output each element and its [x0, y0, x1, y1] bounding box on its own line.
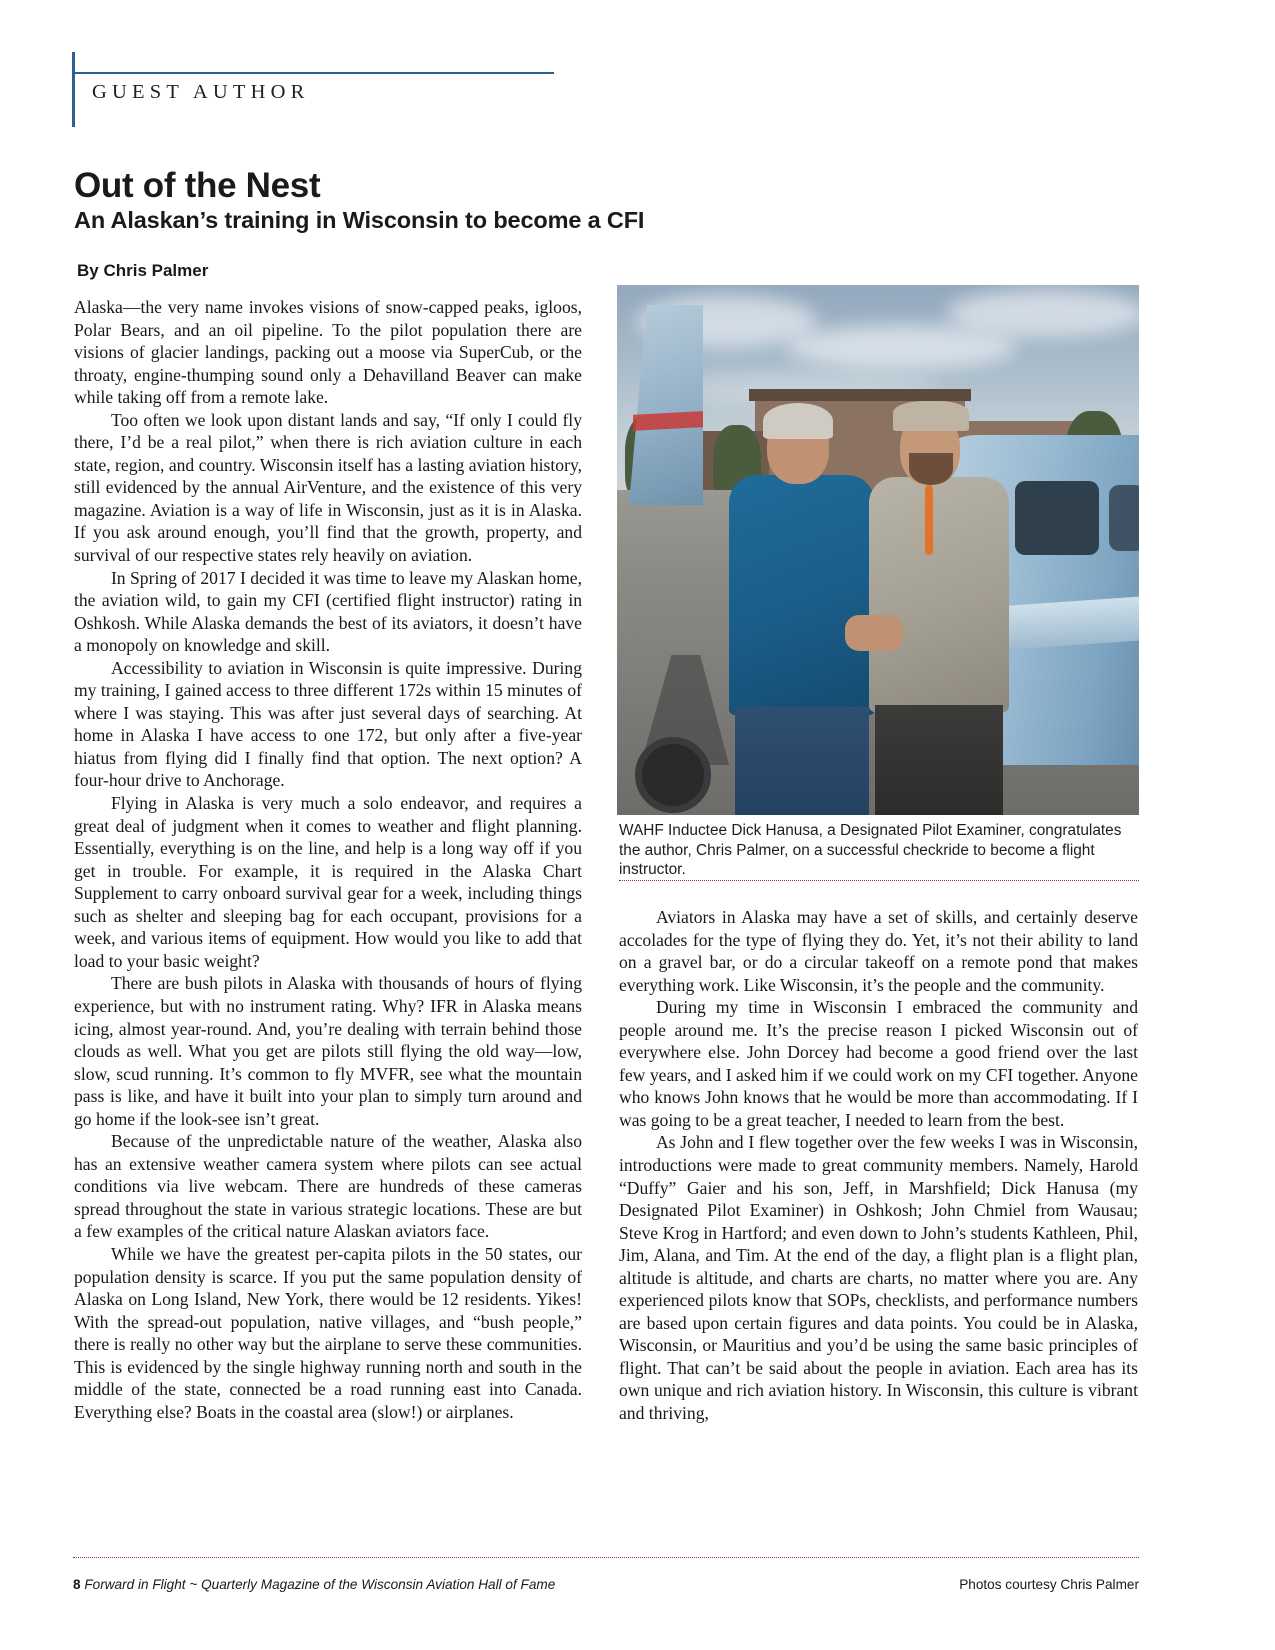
photo-person-left-hair	[763, 403, 833, 439]
paragraph: Flying in Alaska is very much a solo endeavor, and requires a great deal of judgment when it comes to weather and flight planning. Essentially, everything is on the line, and help is a long way off if you get in trouble. For example, it is required in the Alaska Chart Supplement to carry onboard survival gear for a week, including things such as shelter and sleeping bag for each occupant, provisions for a week, and various items of equipment. How would you like to add that load to your basic weight?	[74, 793, 582, 971]
paragraph: In Spring of 2017 I decided it was time to leave my Alaskan home, the aviation wild, to gain my CFI (certified flight instructor) rating in Oshkosh. While Alaska demands the best of its aviators, it doesn’t have a monopoly on knowledge and skill.	[74, 567, 582, 656]
photo-person-right-beard	[909, 453, 953, 485]
photo-airplane-window	[1109, 485, 1139, 551]
paragraph: While we have the greatest per-capita pilots in the 50 states, our population density is scarce. If you put the same population density of Alaska on Long Island, New York, there would be 12 residents. Yikes! With the spread-out population, native villages, and “bush people,” there is really no other way but the airplane to serve these communities. This is evidenced by the single highway running north and south in the middle of the state, connected be a road running east into Canada. Everything else? Boats in the coastal area (slow!) or airplanes.	[74, 1243, 582, 1422]
caption-divider-rule	[619, 880, 1139, 881]
page-number: 8	[73, 1577, 81, 1592]
page-title: Out of the Nest	[74, 166, 321, 205]
photo-person-right-shirt	[869, 477, 1009, 712]
article-photo	[617, 285, 1139, 815]
paragraph: During my time in Wisconsin I embraced the community and people around me. It’s the precise reason I picked Wisconsin out of everywhere else. John Dorcey had become a good friend over the last few years, and I asked him if we could work on my CFI together. Anyone who knows John knows that he would be more than accommodating. If I was going to be a great teacher, I needed to learn from the best.	[619, 997, 1138, 1130]
photo-person-left-jeans	[735, 707, 869, 815]
photo-credit: Photos courtesy Chris Palmer	[959, 1577, 1139, 1592]
byline: By Chris Palmer	[77, 261, 209, 280]
photo-person-right-cap	[893, 401, 969, 431]
photo-cloud	[787, 325, 1017, 369]
paragraph: Aviators in Alaska may have a set of skills, and certainly deserve accolades for the type of flying they do. Yet, it’s not their ability to land on a gravel bar, or do a circular takeoff on a remote pond that makes everything work. Like Wisconsin, it’s the people and the community.	[619, 907, 1138, 995]
photo-person-left-shirt	[729, 475, 875, 715]
photo-handshake	[845, 615, 903, 651]
paragraph: Accessibility to aviation in Wisconsin is quite impressive. During my training, I gained access to three different 172s within 15 minutes of where I was staying. This was after just several days of searching. At home in Alaska I have access to one 172, but only after a five-year hiatus from flying did I finally find that option. The next option? A four-hour drive to Anchorage.	[74, 657, 582, 791]
paragraph: As John and I flew together over the few weeks I was in Wisconsin, introductions were made to great community members. Namely, Harold “Duffy” Gaier and his son, Jeff, in Marshfield; Dick Hanusa (my Designated Pilot Examiner) in Oshkosh; John Chmiel from Wausau; Steve Krog in Hartford; and even down to John’s students Kathleen, Phil, Jim, Alana, and Tim. At the end of the day, a flight plan is a flight plan, altitude is altitude, and charts are charts, no matter where you are. Any experienced pilots know that SOPs, checklists, and performance numbers are based upon certain figures and data points. You could be in Alaska, Wisconsin, or Mauritius and you’d be using the same basic principles of flight. That can’t be said about the people in aviation. Each area has its own unique and rich aviation history. In Wisconsin, this culture is vibrant and thriving,	[619, 1132, 1138, 1424]
photo-airplane-wheel	[635, 737, 711, 813]
section-kicker-label: GUEST AUTHOR	[92, 81, 310, 103]
photo-caption: WAHF Inductee Dick Hanusa, a Designated Pilot Examiner, congratulates the author, Chris Palmer, on a successful checkride to become a flight instructor.	[619, 822, 1122, 878]
paragraph: There are bush pilots in Alaska with thousands of hours of flying experience, but with no instrument rating. Why? IFR in Alaska means icing, almost year-round. And, you’re dealing with terrain behind those clouds as well. What you get are pilots still flying the old way—low, slow, scud running. It’s common to fly MVFR, see what the mountain pass is like, and have it built into your plan to simply turn around and go home if the look-see isn’t great.	[74, 973, 582, 1129]
paragraph: Because of the unpredictable nature of the weather, Alaska also has an extensive weather camera system where pilots can see actual conditions via live webcam. There are hundreds of these cameras spread throughout the state in various strategic locations. These are but a few examples of the critical nature Alaskan aviators face.	[74, 1131, 582, 1242]
paragraph: Alaska—the very name invokes visions of snow-capped peaks, igloos, Polar Bears, and an oil pipeline. To the pilot population there are visions of glacier landings, packing out a moose via SuperCub, or the throaty, engine-thumping sound only a Dehavilland Beaver can make while taking off from a remote lake.	[74, 297, 582, 408]
header-vertical-rule	[72, 52, 75, 127]
footer-publication-line	[73, 1577, 555, 1592]
paragraph: Too often we look upon distant lands and say, “If only I could fly there, I’d be a real pilot,” when there is rich aviation culture in each state, region, and country. Wisconsin itself has a lasting aviation history, still evidenced by the annual AirVenture, and the existence of this very magazine. Aviation is a way of life in Wisconsin, just as it is in Alaska. If you ask around enough, you’ll find that the growth, property, and survival of our respective states rely heavily on aviation.	[74, 409, 582, 566]
section-header	[72, 52, 1132, 130]
footer-divider-rule	[73, 1557, 1139, 1558]
photo-cloud	[947, 289, 1139, 337]
photo-building-roof	[749, 389, 971, 401]
body-column-right	[619, 906, 1138, 1425]
header-horizontal-rule	[72, 72, 554, 74]
photo-airplane-window	[1015, 481, 1099, 555]
photo-person-right-logo	[925, 485, 933, 555]
photo-person-right-pants	[875, 705, 1003, 815]
publication-name: Forward in Flight ~ Quarterly Magazine of the Wisconsin Aviation Hall of Fame	[84, 1577, 556, 1592]
photo-illustration	[617, 285, 1139, 815]
page-subtitle: An Alaskan’s training in Wisconsin to become a CFI	[74, 207, 645, 233]
body-column-left	[74, 296, 582, 1423]
